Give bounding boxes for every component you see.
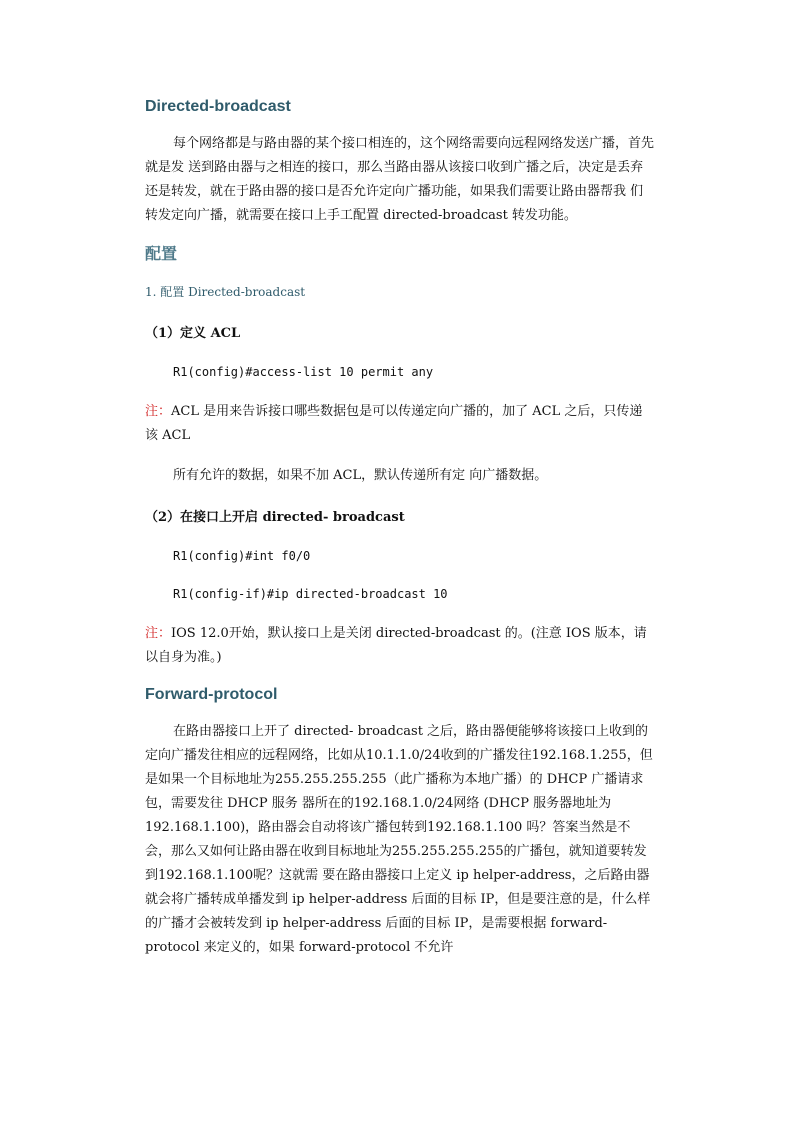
note-label: 注： (145, 404, 172, 419)
note-label: 注： (145, 626, 172, 641)
section-title-forward-protocol: Forward-protocol (145, 686, 278, 703)
document-content (145, 96, 655, 960)
note-ios (145, 622, 655, 670)
code-line-access-list: R1(config)#access-list 10 permit any (173, 365, 434, 379)
forward-protocol-paragraph: 在路由器接口上开了 directed- broadcast 之后，路由器便能够将该接口上收到的定向广播发往相应的远程网络，比如从10.1.1.0/24收到的广播发往192.168.1.255，但是如果一个目标地址为255.255.255.255（此广播称为本地广播）的 DHCP 广播请求包，需要发往 DHCP 服务 器所在的192.168.1.0/24网络 (DHCP 服务器地址为192.168.1.100)，路由器会自动将该广播包转到192.168.1.100 吗？答案当然是不会，那么又如何让路由器在收到目标地址为255.255.255.255的广播包，就知道要转发到192.168.1.100呢？这就需 要在路由器接口上定义 ip helper-address，之后路由器就会将广播转成单播发到 ip helper-address 后面的目标 IP，但是要注意的是，什么样的广播才会被转发到 ip helper-address 后面的目标 IP，是需要根据 forward-protocol 来定义的，如果 forward-protocol 不允许 (145, 724, 653, 955)
intro-paragraph: 每个网络都是与路由器的某个接口相连的，这个网络需要向远程网络发送广播，首先就是发 送到路由器与之相连的接口，那么当路由器从该接口收到广播之后，决定是丢弃还是转发，就在于路由器的接口是否允许定向广播功能，如果我们需要让路由器帮我 们转发定向广播，就需要在接口上手工配置 directed-broadcast 转发功能。 (145, 136, 655, 223)
code-line-ip-directed-broadcast: R1(config-if)#ip directed-broadcast 10 (173, 587, 448, 601)
note-text: IOS 12.0开始，默认接口上是关闭 directed-broadcast 的。(注意 IOS 版本，请以自身为准。) (145, 626, 647, 665)
section-title-config: 配置 (145, 246, 178, 263)
code-line-int: R1(config)#int f0/0 (173, 549, 311, 563)
section-title-directed-broadcast: Directed-broadcast (145, 98, 291, 115)
note-acl-continuation: 所有允许的数据，如果不加 ACL，默认传递所有定 向广播数据。 (173, 468, 548, 483)
step-1-heading: 1. 配置 Directed-broadcast (145, 285, 306, 299)
sub-heading-enable-directed-broadcast: （2）在接口上开启 directed- broadcast (145, 510, 405, 525)
sub-heading-define-acl: （1）定义 ACL (145, 326, 241, 341)
note-acl (145, 400, 655, 448)
note-text: ACL 是用来告诉接口哪些数据包是可以传递定向广播的，加了 ACL 之后，只传递该 ACL (145, 404, 643, 443)
